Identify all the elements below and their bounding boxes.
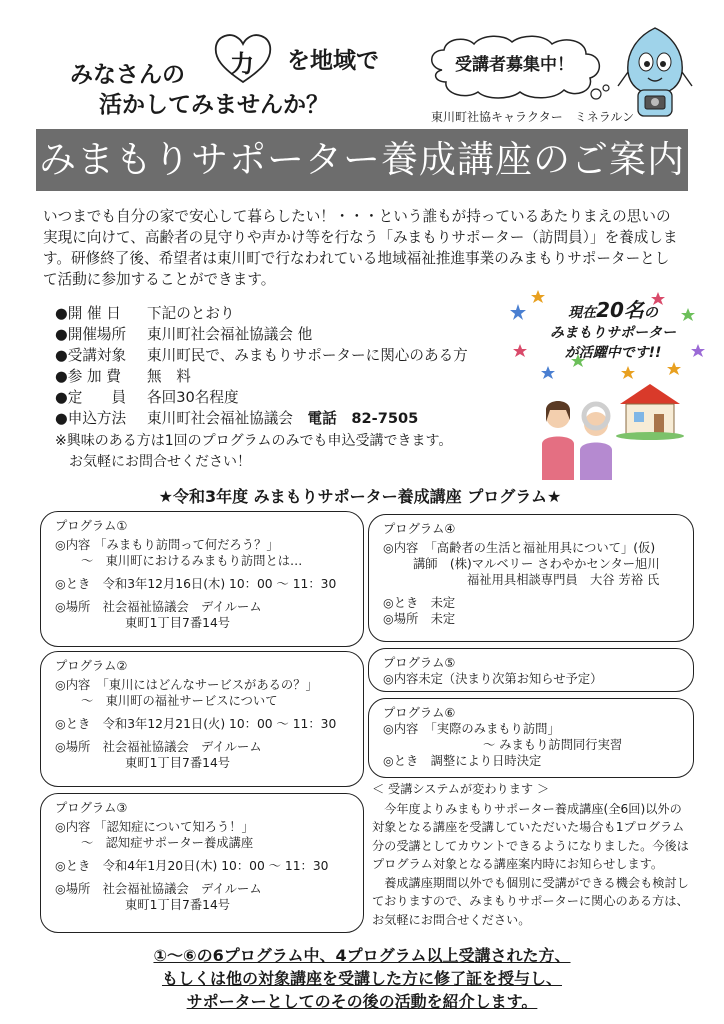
program-5-name: プログラム⑤ [383, 656, 456, 670]
program-heading: ★令和3年度 みまもりサポーター養成講座 プログラム★ [158, 487, 562, 506]
footer-line-3: サポーターとしてのその後の活動を紹介します。 [186, 992, 538, 1011]
intro-paragraph: いつまでも自分の家で安心して暮らしたい！・・・という誰もが持っているあたりまえの思いの実現に向けて、高齢者の見守りや声かけ等を行なう「みまもりサポーター（訪問員）」を養成します。研修終了後、希望者は東川町で行なわれている地域福祉推進事業のみまもりサポーターとして活動に参加することができます。 [43, 208, 678, 288]
info-row-target: ●受講対象 東川町民で、みまもりサポーターに関心のある方 [55, 347, 468, 364]
program-3-card: プログラム③ ◎内容 「認知症について知ろう！」 ～ 認知症サポーター養成講座 ◎とき 令和4年1月20日(木) 10：00 ～ 11：30 ◎場所 社会福祉協議会 デイルーム 東町1丁目7番14号 [40, 793, 364, 933]
info-row-fee: ●参 加 費 無 料 [55, 368, 191, 385]
program-1-name: プログラム① [55, 519, 128, 533]
program-6-name: プログラム⑥ [383, 706, 456, 720]
program-4-name: プログラム④ [383, 522, 456, 536]
note-line-2: お気軽にお問合せください！ [69, 454, 251, 470]
info-row-date: ●開 催 日 下記のとおり [55, 305, 235, 322]
note [55, 431, 452, 473]
heart-badge [212, 30, 274, 86]
certificate-notice [40, 944, 684, 1013]
house-icon [616, 384, 684, 440]
system-heading: ＜ 受講システムが変わります ＞ [372, 782, 550, 796]
program-2-card: プログラム② ◎内容 「東川にはどんなサービスがあるの？」 ～ 東川町の福祉サービスについて ◎とき 令和3年12月21日(火) 10：00 ～ 11：30 ◎場所 社会福祉協議会 デイルーム 東町1丁目7番14号 [40, 651, 364, 787]
supporter-count-value: 20名 [596, 298, 644, 322]
program-1-card: プログラム① ◎内容 「みまもり訪問って何だろう？」 ～ 東川町におけるみまもり訪問とは… ◎とき 令和3年12月16日(木) 10：00 ～ 11：30 ◎場所 社会福祉協議会 デイルーム 東町1丁目7番14号 [40, 511, 364, 647]
info-row-capacity: ●定 員 各回30名程度 [55, 389, 239, 406]
phone-number: 電話 82-7505 [307, 410, 419, 427]
info-list [55, 303, 468, 429]
program-6-card: プログラム⑥ ◎内容 「実際のみまもり訪問」 ～ みまもり訪問同行実習 ◎とき 調整により日時決定 [368, 698, 694, 778]
attendance-system [372, 780, 692, 929]
heart-char: 力 [230, 50, 254, 78]
footer-line-1: ①～⑥の6プログラム中、4プログラム以上受講された方、 [153, 946, 571, 965]
catch-line-1-pre: みなさんの [70, 62, 185, 88]
catch-line-2: 活かしてみませんか？ [99, 92, 329, 118]
program-5-card: プログラム⑤ ◎内容未定（決まり次第お知らせ予定） [368, 648, 694, 692]
info-row-apply: ●申込方法 東川町社会福祉協議会 電話 82-7505 [55, 410, 419, 427]
program-2-name: プログラム② [55, 659, 128, 673]
system-paragraph-1: 今年度よりみまもりサポーター養成講座(全6回)以外の対象となる講座を受講していただいた場合も1プログラム分の受講としてカウントできるようになりました。今後はプログラム対象となる講座案内時にお知らせします。 [372, 801, 689, 871]
catch-line-1 [70, 56, 185, 89]
program-4-card: プログラム④ ◎内容 「高齢者の生活と福祉用具について」(仮) 講師 (株)マルベリー さわやかセンター旭川 福祉用具相談専門員 大谷 芳裕 氏 ◎とき 未定 ◎場所 未定 [368, 514, 694, 642]
supporters-count: 現在20名の みまもりサポーター が活躍中です!! [550, 298, 676, 361]
page-title: みまもりサポーター養成講座のご案内 [36, 129, 688, 191]
character-caption: 東川町社協キャラクター ミネラルン [431, 110, 635, 124]
elder-icon [580, 404, 612, 480]
caregiver-icon [542, 401, 574, 480]
info-row-venue: ●開催場所 東川町社会福祉協議会 他 [55, 326, 313, 343]
note-line-1: ※興味のある方は1回のプログラムのみでも申込受講できます。 [55, 433, 453, 449]
catch-line-1-post: を地域で [287, 48, 379, 74]
visit-illustration [528, 380, 698, 482]
recruit-text: 受講者募集中！ [455, 55, 574, 75]
program-3-name: プログラム③ [55, 801, 128, 815]
system-paragraph-2: 養成講座期間以外でも個別に受講ができる機会も検討しておりますので、みまもりサポーターに関心のある方は、お気軽にお問合せください。 [372, 875, 689, 927]
footer-line-2: もしくは他の対象講座を受講した方に修了証を授与し、 [161, 969, 562, 988]
